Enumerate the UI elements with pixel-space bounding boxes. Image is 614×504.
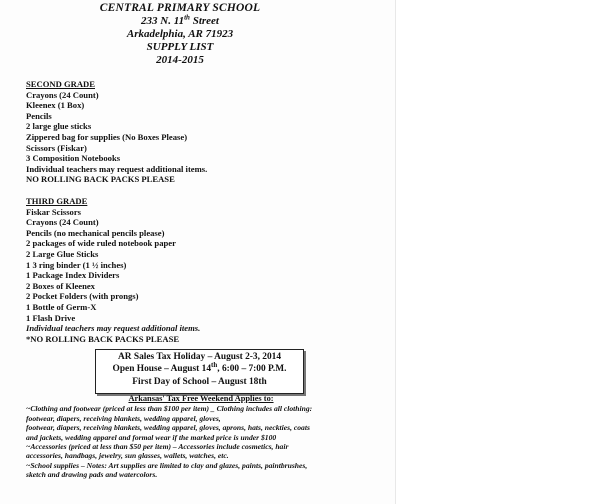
street-suffix: th xyxy=(184,13,190,22)
second-grade-title: SECOND GRADE xyxy=(26,79,95,89)
tax-holiday-line: AR Sales Tax Holiday – August 2-3, 2014 xyxy=(117,352,282,362)
list-item: 2 Large Glue Sticks xyxy=(26,248,99,259)
open-house-line xyxy=(96,363,303,375)
list-item: Pencils xyxy=(26,110,52,121)
important-dates-box xyxy=(95,349,304,394)
list-item: 2 large glue sticks xyxy=(26,121,92,132)
list-item: Fiskar Scissors xyxy=(26,206,81,217)
street-name: Street xyxy=(189,15,219,27)
tax-free-line: and jackets, wedding apparel and formal wear if the marked price is under $100 xyxy=(26,432,277,442)
document-header xyxy=(0,2,360,67)
list-item: 2 Pocket Folders (with prongs) xyxy=(26,291,139,302)
teacher-note: Individual teachers may request additional items. xyxy=(26,323,201,334)
third-grade-list xyxy=(26,196,200,344)
third-grade-title: THIRD GRADE xyxy=(26,196,88,206)
list-item: 1 Bottle of Germ-X xyxy=(26,301,97,312)
list-item: 1 Package Index Dividers xyxy=(26,270,120,281)
list-item: 1 3 ring binder (1 ½ inches) xyxy=(26,259,127,270)
list-item: 3 Composition Notebooks xyxy=(26,153,121,164)
street-number: 233 N. 11 xyxy=(141,15,185,27)
open-house-time: , 6:00 – 7:00 P.M. xyxy=(217,364,287,375)
list-item: Pencils (no mechanical pencils please) xyxy=(26,227,165,238)
tax-free-line: ~Accessories (priced at less than $50 per item) – Accessories include cosmetics, hair xyxy=(26,442,289,452)
list-item: 1 Flash Drive xyxy=(26,312,76,323)
first-day-line: First Day of School – August 18th xyxy=(132,376,267,387)
tax-free-heading: Arkansas' Tax Free Weekend Applies to: xyxy=(128,394,274,403)
open-house-date-suffix: th xyxy=(211,361,218,370)
list-item: Kleenex (1 Box) xyxy=(26,100,85,111)
list-item: 2 Boxes of Kleenex xyxy=(26,280,95,291)
document-title: SUPPLY LIST xyxy=(146,41,214,53)
tax-free-line: footwear, diapers, receiving blankets, wedding apparel, gloves, xyxy=(26,413,221,423)
list-item: Crayons (24 Count) xyxy=(26,89,99,100)
list-item: 2 packages of wide ruled notebook paper xyxy=(26,238,176,249)
tax-free-line: footwear, diapers, receiving blankets, wedding apparel, gloves, aprons, hats, neckties, coats xyxy=(26,423,310,433)
list-item: Individual teachers may request additional items. xyxy=(26,163,208,174)
list-item: Scissors (Fiskar) xyxy=(26,142,87,153)
tax-free-line: ~Clothing and footwear (priced at less than $100 per item) _ Clothing includes all clothing: xyxy=(26,404,313,414)
second-grade-list xyxy=(26,79,207,185)
school-address xyxy=(0,15,360,28)
list-item: NO ROLLING BACK PACKS PLEASE xyxy=(26,174,175,185)
school-year: 2014-2015 xyxy=(156,54,204,66)
school-name: CENTRAL PRIMARY SCHOOL xyxy=(99,2,261,14)
tax-free-line: sketch and drawing pads and watercolors. xyxy=(26,470,158,480)
city-state-zip: Arkadelphia, AR 71923 xyxy=(126,28,234,40)
tax-free-line: accessories, handbags, jewelry, sun glasses, wallets, watches, etc. xyxy=(26,451,229,461)
tax-free-line: ~School supplies – Notes: Art supplies are limited to clay and glazes, paints, paintbrushes, xyxy=(26,460,308,470)
list-item: Zippered bag for supplies (No Boxes Please) xyxy=(26,131,188,142)
no-rolling-backpacks-warning: *NO ROLLING BACK PACKS PLEASE xyxy=(26,333,180,344)
tax-free-section xyxy=(26,394,376,480)
list-item: Crayons (24 Count) xyxy=(26,217,99,228)
open-house-date: Open House – August 14 xyxy=(112,364,212,375)
